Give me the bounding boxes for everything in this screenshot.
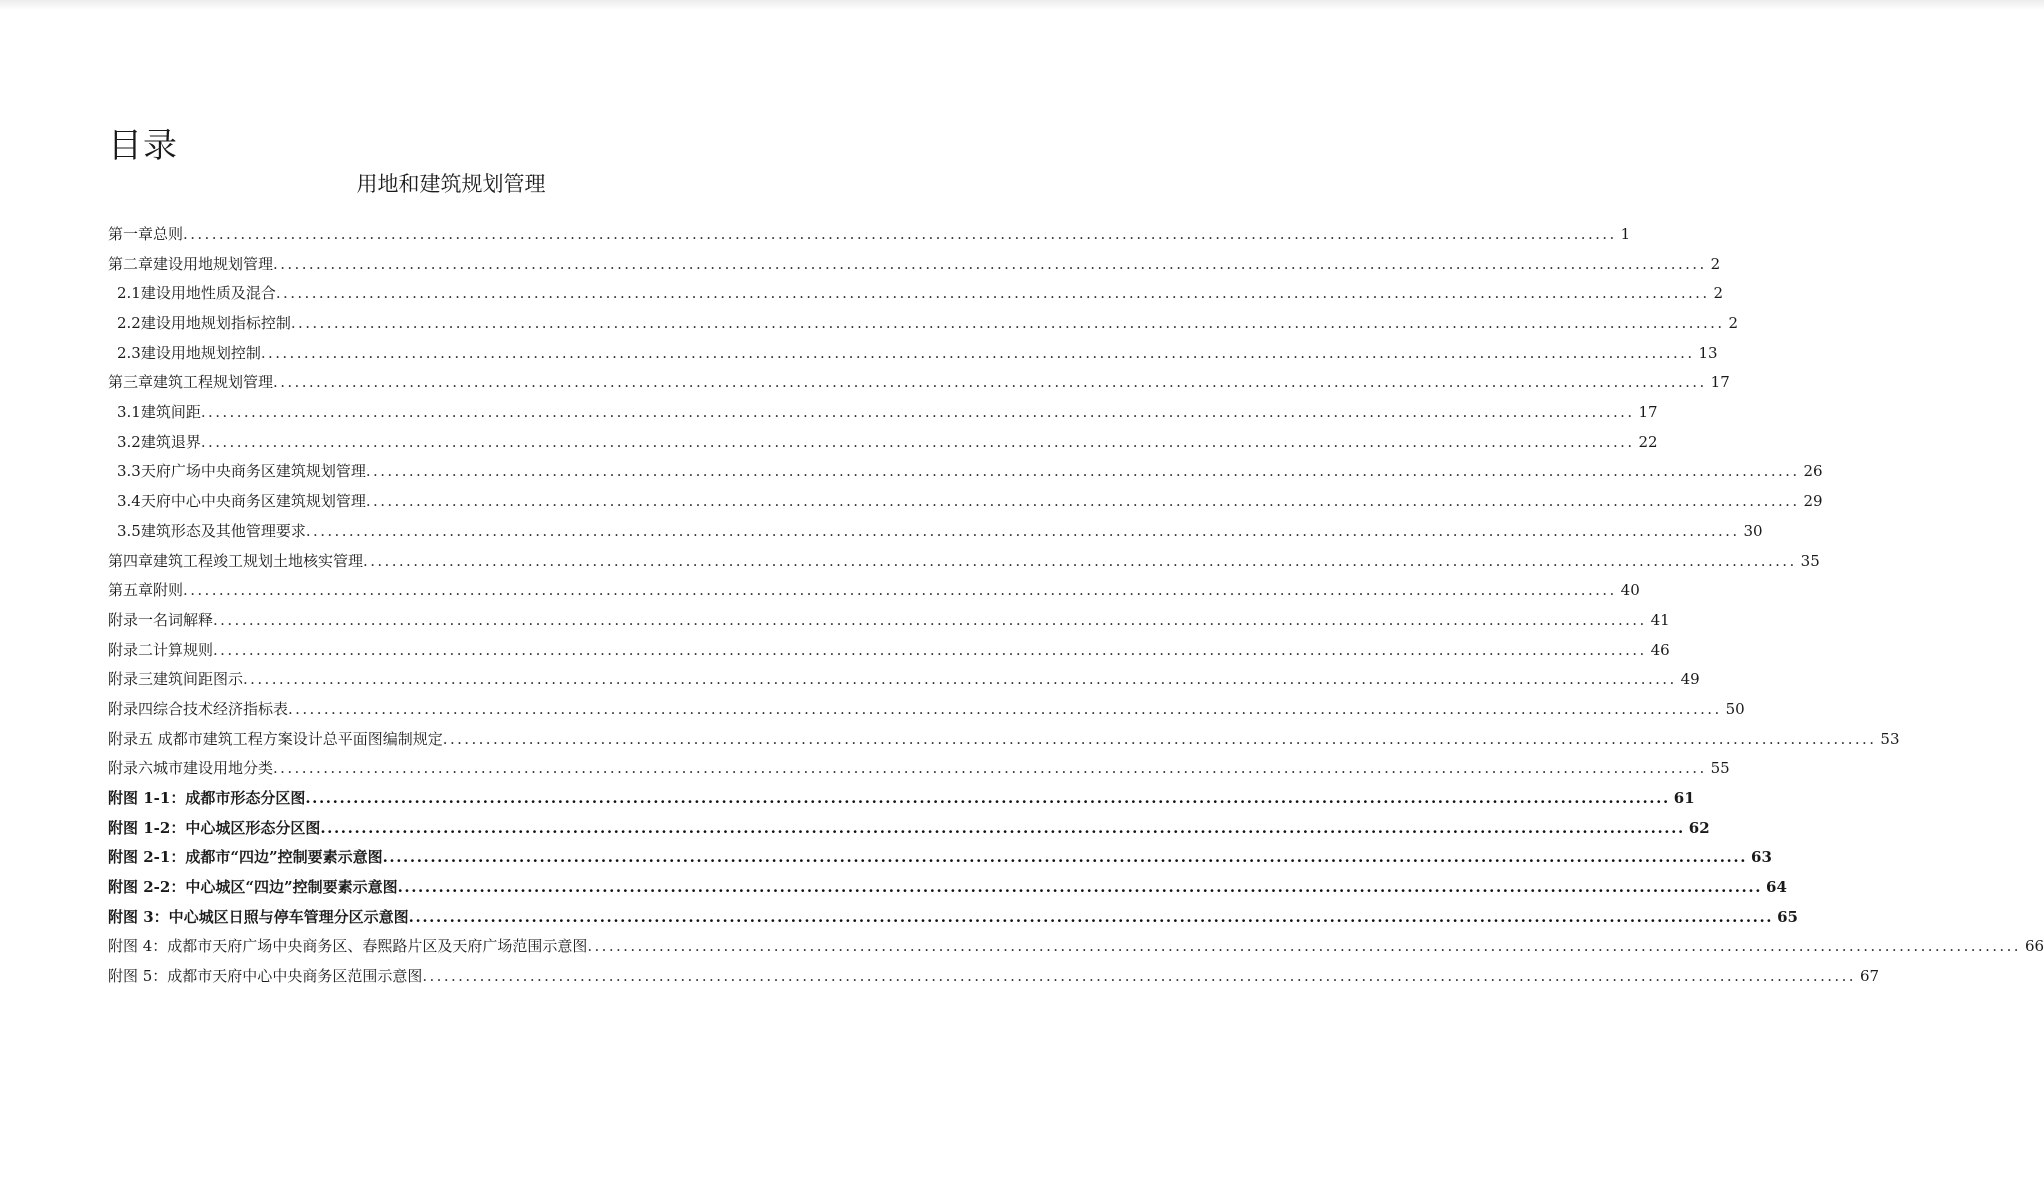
toc-dot-leader: ........................................................................................................................................................................................................: [290, 314, 1725, 333]
toc-entry[interactable]: [108, 220, 1631, 250]
toc-entry[interactable]: [108, 250, 1721, 280]
toc-entry-page: 41: [1650, 610, 1670, 629]
toc-entry-title: 附图 3：中心城区日照与停车管理分区示意图: [108, 907, 409, 926]
toc-entry-page: 53: [1880, 729, 1900, 748]
toc-entry[interactable]: [108, 784, 1695, 814]
toc-entry-number: 2.1: [117, 284, 141, 303]
toc-entry-title: 建设用地规划指标控制: [140, 314, 291, 333]
toc-entry[interactable]: [108, 339, 1718, 369]
toc-entry[interactable]: [108, 695, 1745, 725]
toc-entry-number: 3.4: [117, 492, 141, 511]
toc-subtitle: 用地和建筑规划管理: [356, 172, 546, 196]
toc-entry-number: 3.1: [117, 403, 141, 422]
toc-dot-leader: ........................................................................................................................................................................................................: [365, 492, 1800, 511]
toc-entry-title: 建设用地规划管理: [153, 254, 274, 273]
toc-list: [108, 220, 2044, 992]
toc-dot-leader: ........................................................................................................................................................................................................: [273, 254, 1707, 273]
toc-entry-title: 附图 2-1：成都市“四边”控制要素示意图: [108, 848, 383, 867]
toc-entry-page: 13: [1698, 343, 1718, 362]
toc-entry-title: 附图 1-1：成都市形态分区图: [108, 789, 306, 808]
toc-entry[interactable]: [108, 933, 2044, 963]
toc-entry-page: 2: [1710, 254, 1721, 273]
toc-entry-number: 3.3: [117, 462, 141, 481]
toc-entry-title: 建筑工程竣工规划土地核实管理: [153, 551, 364, 570]
toc-entry[interactable]: [108, 903, 1798, 933]
toc-entry[interactable]: [108, 428, 1658, 458]
toc-entry-title: 附录二计算规则: [108, 640, 214, 659]
toc-entry-title: 附图 1-2：中心城区形态分区图: [108, 818, 321, 837]
toc-entry-title: 附录五 成都市建筑工程方案设计总平面图编制规定: [108, 729, 443, 748]
toc-entry[interactable]: [108, 636, 1670, 666]
toc-entry-page: 30: [1743, 521, 1763, 540]
toc-entry[interactable]: [108, 309, 1739, 339]
toc-dot-leader: ........................................................................................................................................................................................................: [213, 610, 1647, 629]
toc-entry-page: 17: [1638, 403, 1658, 422]
toc-dot-leader: ........................................................................................................................................................................................................: [408, 907, 1774, 926]
toc-entry[interactable]: [108, 368, 1730, 398]
toc-entry[interactable]: [108, 606, 1670, 636]
toc-entry-page: 63: [1751, 848, 1772, 867]
toc-entry-title: 总则: [153, 224, 184, 243]
toc-entry-title: 附录三建筑间距图示: [108, 670, 244, 689]
toc-entry-page: 62: [1688, 818, 1710, 837]
toc-entry[interactable]: [108, 458, 1823, 488]
toc-entry-title: 建筑间距: [140, 403, 201, 422]
toc-dot-leader: ........................................................................................................................................................................................................: [183, 224, 1617, 243]
toc-dot-leader: ........................................................................................................................................................................................................: [243, 670, 1677, 689]
toc-entry-number: 第五章: [108, 581, 154, 600]
toc-entry-title: 附录六城市建设用地分类: [108, 759, 274, 778]
toc-dot-leader: ........................................................................................................................................................................................................: [200, 432, 1635, 451]
toc-entry-title: 建设用地性质及混合: [140, 284, 276, 303]
toc-entry[interactable]: [108, 873, 1787, 903]
toc-entry-title: 天府中心中央商务区建筑规划管理: [140, 492, 366, 511]
toc-entry[interactable]: [108, 725, 1900, 755]
toc-entry-page: 29: [1803, 492, 1823, 511]
toc-entry-page: 17: [1710, 373, 1730, 392]
toc-entry-number: 第二章: [108, 254, 154, 273]
toc-entry-title: 建设用地规划控制: [140, 343, 261, 362]
toc-entry[interactable]: [108, 962, 1880, 992]
toc-dot-leader: ........................................................................................................................................................................................................: [365, 462, 1800, 481]
toc-entry-title: 建筑形态及其他管理要求: [140, 521, 306, 540]
toc-entry[interactable]: [108, 754, 1730, 784]
toc-entry[interactable]: [108, 814, 1710, 844]
toc-entry-page: 64: [1766, 878, 1787, 897]
toc-entry-number: 2.3: [117, 343, 141, 362]
toc-entry-page: 61: [1673, 789, 1695, 808]
toc-entry-number: 3.2: [117, 432, 141, 451]
toc-entry[interactable]: [108, 843, 1772, 873]
toc-entry-title: 附录四综合技术经济指标表: [108, 699, 289, 718]
toc-entry-title: 附图 5：成都市天府中心中央商务区范围示意图: [108, 967, 423, 986]
toc-dot-leader: ........................................................................................................................................................................................................: [260, 343, 1695, 362]
toc-dot-leader: ........................................................................................................................................................................................................: [273, 759, 1707, 778]
toc-entry-title: 附图 2-2：中心城区“四边”控制要素示意图: [108, 878, 398, 897]
toc-entry-page: 49: [1680, 670, 1700, 689]
toc-entry-number: 第四章: [108, 551, 154, 570]
toc-dot-leader: ........................................................................................................................................................................................................: [213, 640, 1647, 659]
toc-heading: 目录: [108, 126, 178, 166]
toc-entry[interactable]: [108, 547, 1820, 577]
toc-entry-page: 65: [1777, 907, 1798, 926]
toc-entry-page: 40: [1620, 581, 1640, 600]
toc-entry-page: 2: [1728, 314, 1739, 333]
toc-entry-number: 第三章: [108, 373, 154, 392]
toc-entry-page: 2: [1713, 284, 1724, 303]
toc-dot-leader: ........................................................................................................................................................................................................: [305, 789, 1670, 808]
toc-entry-page: 35: [1800, 551, 1820, 570]
toc-entry[interactable]: [108, 398, 1658, 428]
toc-dot-leader: ........................................................................................................................................................................................................: [422, 967, 1856, 986]
toc-entry-page: 1: [1620, 224, 1631, 243]
toc-dot-leader: ........................................................................................................................................................................................................: [288, 699, 1722, 718]
toc-entry-number: 3.5: [117, 521, 141, 540]
toc-entry[interactable]: [108, 517, 1763, 547]
toc-dot-leader: ........................................................................................................................................................................................................: [305, 521, 1740, 540]
toc-entry-title: 天府广场中央商务区建筑规划管理: [140, 462, 366, 481]
toc-entry-page: 55: [1710, 759, 1730, 778]
toc-entry[interactable]: [108, 487, 1823, 517]
toc-dot-leader: ........................................................................................................................................................................................................: [442, 729, 1877, 748]
toc-dot-leader: ........................................................................................................................................................................................................: [363, 551, 1797, 570]
toc-entry[interactable]: [108, 279, 1724, 309]
toc-entry-page: 67: [1859, 967, 1880, 986]
toc-dot-leader: ........................................................................................................................................................................................................: [183, 581, 1617, 600]
toc-dot-leader: ........................................................................................................................................................................................................: [397, 878, 1763, 897]
toc-entry-page: 46: [1650, 640, 1670, 659]
toc-entry-number: 第一章: [108, 224, 154, 243]
toc-entry-title: 附图 4：成都市天府广场中央商务区、春熙路片区及天府广场范围示意图: [108, 937, 588, 956]
toc-dot-leader: ........................................................................................................................................................................................................: [320, 818, 1685, 837]
toc-entry-number: 2.2: [117, 314, 141, 333]
toc-dot-leader: ........................................................................................................................................................................................................: [273, 373, 1707, 392]
toc-entry-page: 50: [1725, 699, 1745, 718]
toc-dot-leader: ........................................................................................................................................................................................................: [200, 403, 1635, 422]
toc-entry-title: 附则: [153, 581, 184, 600]
toc-entry-title: 附录一名词解释: [108, 610, 214, 629]
toc-dot-leader: ........................................................................................................................................................................................................: [382, 848, 1748, 867]
toc-entry-page: 66: [2024, 937, 2044, 956]
toc-dot-leader: ........................................................................................................................................................................................................: [275, 284, 1710, 303]
toc-entry-page: 22: [1638, 432, 1658, 451]
toc-entry[interactable]: [108, 576, 1640, 606]
toc-dot-leader: ........................................................................................................................................................................................................: [587, 937, 2021, 956]
toc-entry-title: 建筑退界: [140, 432, 201, 451]
toc-entry-title: 建筑工程规划管理: [153, 373, 274, 392]
toc-entry[interactable]: [108, 665, 1700, 695]
toc-entry-page: 26: [1803, 462, 1823, 481]
